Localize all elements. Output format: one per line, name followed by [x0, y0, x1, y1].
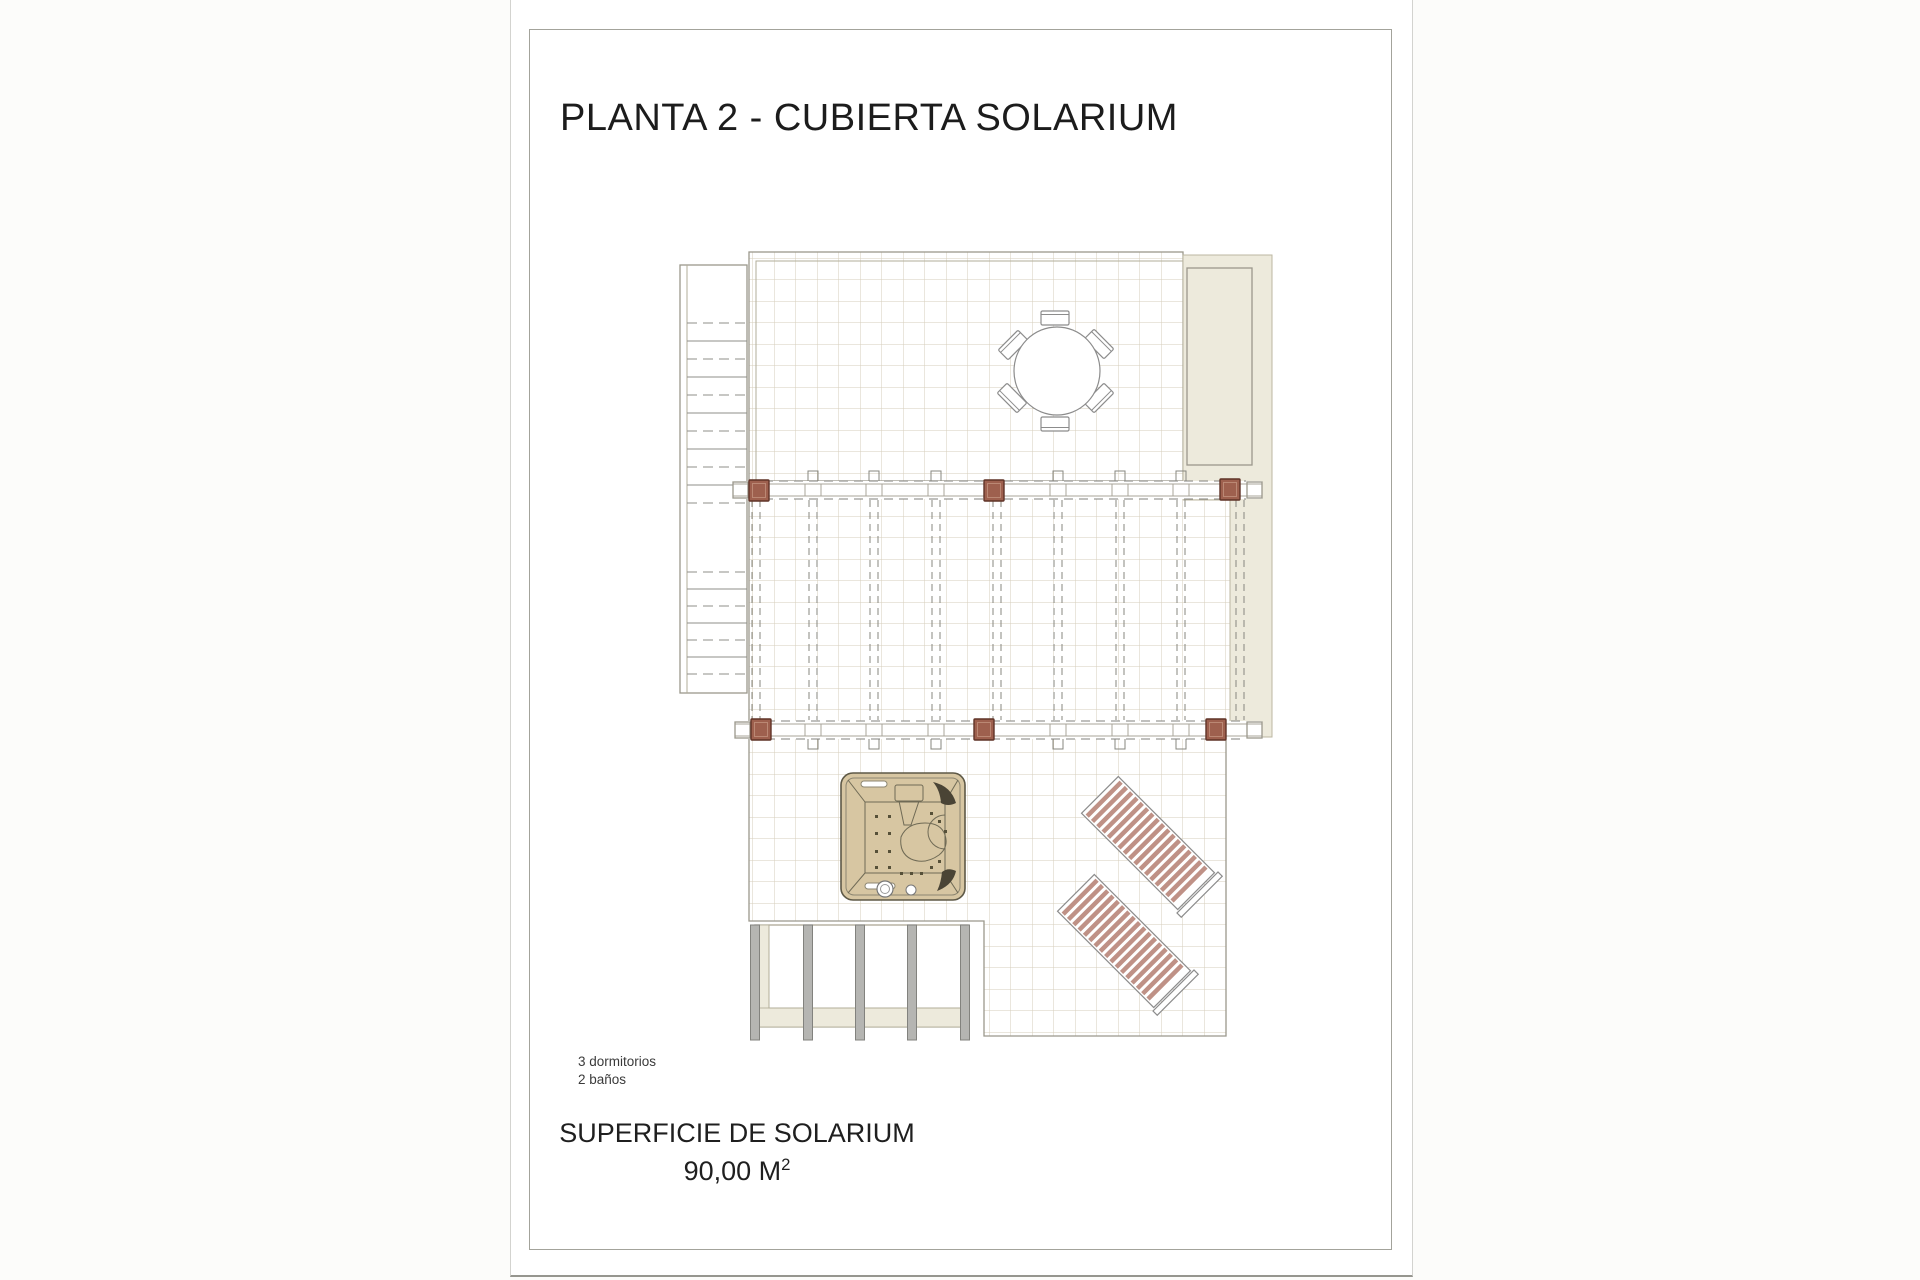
note-bedrooms: 3 dormitorios: [578, 1054, 657, 1069]
note-bathrooms: 2 baños: [578, 1072, 627, 1087]
sheet-border-frame: [529, 29, 1392, 1250]
plan-notes: [578, 1053, 656, 1089]
area-value: 90,00 $M^2$: [683, 1155, 791, 1186]
area-label: SUPERFICIE DE SOLARIUM: [559, 1118, 915, 1148]
page-title: PLANTA 2 - CUBIERTA SOLARIUM: [560, 97, 1178, 139]
area-summary: [537, 1118, 937, 1187]
